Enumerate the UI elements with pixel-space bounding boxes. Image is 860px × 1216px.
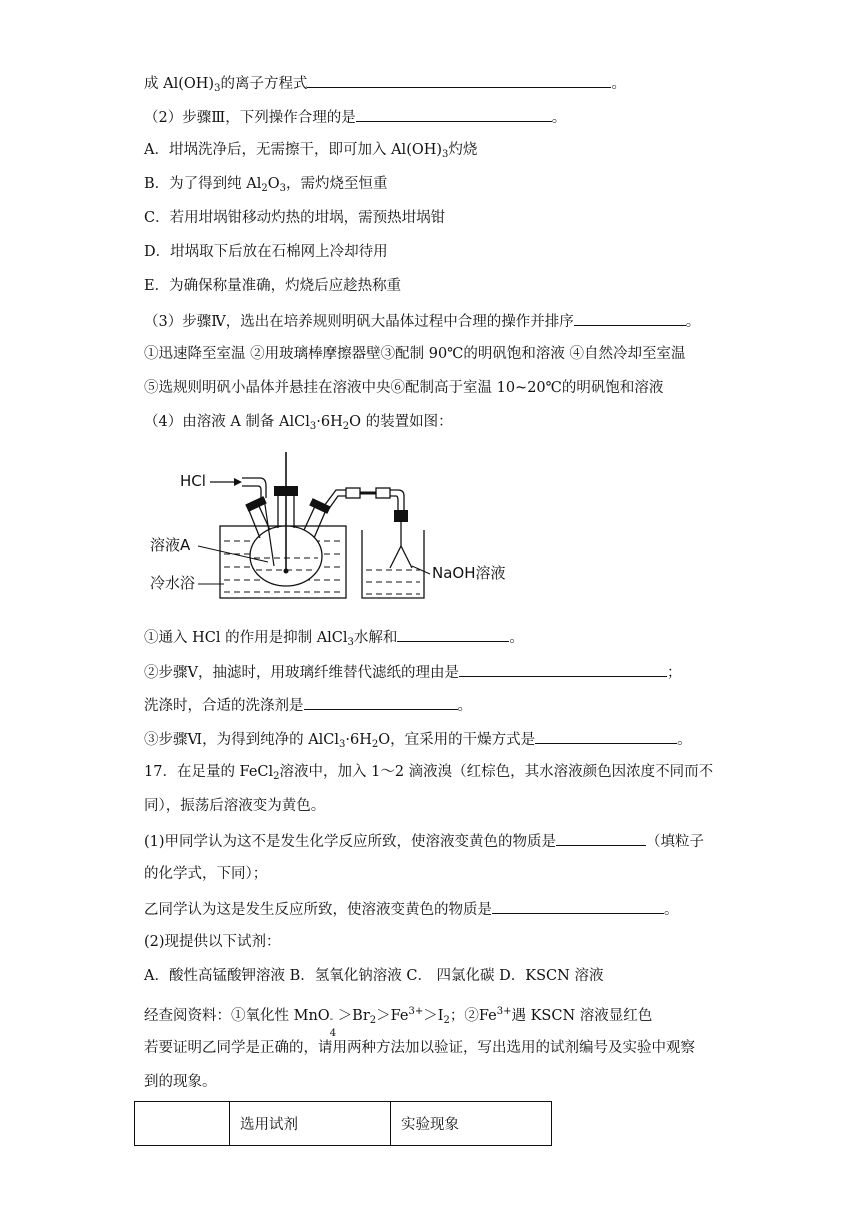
beaker [362, 530, 424, 598]
question-4-part-1: ①通入 HCl 的作用是抑制 AlCl$_3$水解和 。 [144, 626, 524, 653]
question-line: 成 $Al(OH)_3$的离子方程式 。 [144, 72, 626, 99]
instruction-line: 若要证明乙同学是正确的，请用两种方法加以验证，写出选用的试剂编号及实验中观察 [144, 1040, 695, 1056]
option-d: D．坩埚取下后放在石棉网上冷却待用 [144, 244, 388, 260]
cold-bath-label: 冷水浴 [150, 574, 196, 592]
question-17-cont: 同），振荡后溶液变为黄色。 [144, 798, 326, 814]
table-row [135, 1102, 552, 1146]
answer-blank[interactable] [459, 661, 667, 677]
question-4: （4）由溶液 A 制备 $AlCl_3\cdot 6H_2O$ 的装置如图： [144, 414, 453, 432]
option-e: E．为确保称量准确，灼烧后应趁热称重 [144, 278, 402, 294]
instruction-line-cont: 到的现象。 [144, 1074, 217, 1090]
question-4-part-3: ③步骤Ⅵ，为得到纯净的 $AlCl_3\cdot 6H_2O$，宜采用的干燥方式是 。 [144, 728, 692, 755]
answer-blank[interactable] [304, 694, 458, 710]
reference-info: 经查阅资料：①氧化性 MnO - 4 $>Br_2>Fe^{3+}>I_2$；$②Fe^{3+}$遇 KSCN 溶液显红色 [144, 1006, 653, 1039]
question-17-part-2: (2)现提供以下试剂： [144, 934, 281, 950]
answer-blank[interactable] [492, 898, 664, 914]
question-17-part-1-cont: 的化学式，下同）； [144, 866, 268, 882]
question-3: （3）步骤Ⅳ，选出在培养规则明矾大晶体过程中合理的操作并排序 。 [144, 310, 700, 332]
arrow-head [234, 478, 242, 486]
answer-blank[interactable] [307, 72, 611, 88]
inlet-tube [242, 478, 266, 498]
steps-line-2: ⑤选规则明矾小晶体并悬挂在溶液中央⑥配制高于室温 10~20℃的明矾饱和溶液 [144, 380, 664, 396]
table-header-cell[interactable] [135, 1102, 230, 1146]
option-c: C．若用坩埚钳移动灼热的坩埚，需预热坩埚钳 [144, 210, 446, 226]
question-2: （2）步骤Ⅲ，下列操作合理的是 。 [144, 106, 566, 128]
steps-line-1: ①迅速降至室温 ②用玻璃棒摩擦器壁③配制 90℃的明矾饱和溶液 ④自然冷却至室温 [144, 346, 686, 362]
naoh-label: NaOH溶液 [432, 564, 506, 582]
inverted-funnel [390, 546, 412, 568]
question-17-part-1: (1)甲同学认为这不是发生化学反应所致，使溶液变黄色的物质是 （填粒子 [144, 830, 704, 852]
answer-blank[interactable] [397, 626, 509, 642]
solution-a-label: 溶液A [150, 536, 191, 554]
apparatus-diagram [140, 446, 520, 606]
table-header-cell: 选用试剂 [230, 1102, 391, 1146]
rubber-connector [346, 488, 360, 498]
answer-blank[interactable] [556, 830, 646, 846]
option-a: A．坩埚洗净后，无需擦干，即可加入 $Al(OH)_3$灼烧 [144, 142, 478, 160]
answer-table [134, 1101, 552, 1146]
reagent-options: A．酸性高锰酸钾溶液 B．氢氧化钠溶液 C． 四氯化碳 D．KSCN 溶液 [144, 968, 604, 984]
question-4-part-2: ②步骤Ⅴ，抽滤时，用玻璃纤维替代滤纸的理由是 ； [144, 661, 681, 683]
answer-blank[interactable] [356, 106, 552, 122]
table-header-cell: 实验现象 [391, 1102, 552, 1146]
question-17-part-1b: 乙同学认为这是发生反应所致，使溶液变黄色的物质是 。 [144, 898, 679, 920]
option-b: B．为了得到纯 $Al_2O_3$，需灼烧至恒重 [144, 176, 388, 194]
question-17: 17．在足量的 FeCl$_2$溶液中，加入 1～2 滴液溴（红棕色，其水溶液颜色因浓度不同而不 [144, 764, 714, 782]
question-4-part-2b: 洗涤时，合适的洗涤剂是 。 [144, 694, 472, 716]
hcl-label: HCl [180, 472, 206, 490]
answer-blank[interactable] [574, 310, 686, 326]
answer-blank[interactable] [535, 728, 677, 744]
